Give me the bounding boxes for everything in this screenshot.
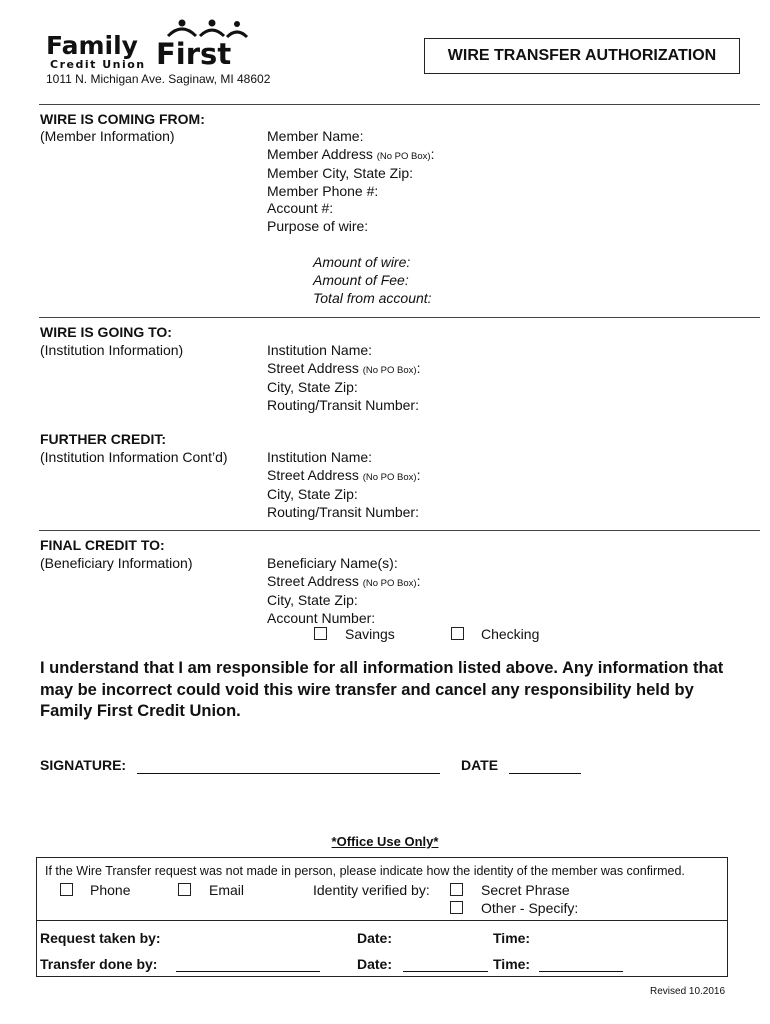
street-address-label: Street Address xyxy=(267,572,359,589)
credit-union-address: 1011 N. Michigan Ave. Saginaw, MI 48602 xyxy=(46,72,271,86)
amounts-block xyxy=(313,253,432,307)
institution-name-field[interactable]: Institution Name: xyxy=(267,449,373,465)
email-label: Email xyxy=(209,882,245,898)
no-po-box-note: (No PO Box) xyxy=(362,364,417,376)
divider xyxy=(39,530,760,531)
request-date-label: Date: xyxy=(357,930,393,946)
member-address-label: Member Address xyxy=(267,145,373,162)
member-name-field[interactable]: Member Name: xyxy=(267,128,364,144)
identity-verified-label: Identity verified by: xyxy=(313,882,430,898)
email-checkbox[interactable] xyxy=(178,883,191,896)
office-use-title: *Office Use Only* xyxy=(331,834,439,849)
transfer-time-line[interactable] xyxy=(539,971,623,972)
phone-checkbox[interactable] xyxy=(60,883,73,896)
member-address-field[interactable]: Member Address (No PO Box): xyxy=(267,145,435,162)
no-po-box-note: (No PO Box) xyxy=(362,577,417,589)
phone-label: Phone xyxy=(90,882,131,898)
section-title-going-to: WIRE IS GOING TO: xyxy=(40,324,172,340)
divider xyxy=(39,104,760,105)
family-first-logo xyxy=(44,18,259,74)
amount-of-fee-field[interactable]: Amount of Fee: xyxy=(313,272,409,288)
street-address-label: Street Address xyxy=(267,359,359,376)
secret-phrase-label: Secret Phrase xyxy=(481,882,570,898)
form-title: WIRE TRANSFER AUTHORIZATION xyxy=(424,38,740,74)
checking-label: Checking xyxy=(481,626,540,642)
signature-line[interactable] xyxy=(137,773,440,774)
account-number-field[interactable]: Account #: xyxy=(267,200,334,216)
responsibility-statement: I understand that I am responsible for all information listed above. Any information that may be incorrect could void this wire transfer and cancel any responsibility held by Family First Credit Union. xyxy=(40,659,724,720)
routing-number-field[interactable]: Routing/Transit Number: xyxy=(267,396,419,413)
section-title-coming-from: WIRE IS COMING FROM: xyxy=(40,111,205,127)
city-state-zip-field[interactable]: City, State Zip: xyxy=(267,379,358,395)
divider xyxy=(39,317,760,318)
coming-from-fields xyxy=(267,128,434,235)
street-address-field[interactable]: Street Address (No PO Box): xyxy=(267,572,421,589)
amount-of-wire-field[interactable]: Amount of wire: xyxy=(313,254,411,270)
section-subtitle-further-credit: (Institution Information Cont’d) xyxy=(40,449,228,465)
section-subtitle-final-credit: (Beneficiary Information) xyxy=(40,555,193,571)
transfer-time-label: Time: xyxy=(493,956,531,972)
beneficiary-name-field[interactable]: Beneficiary Name(s): xyxy=(267,555,398,571)
office-divider xyxy=(36,920,728,921)
request-taken-label: Request taken by: xyxy=(40,930,161,946)
other-specify-label: Other - Specify: xyxy=(481,900,579,916)
city-state-zip-field[interactable]: City, State Zip: xyxy=(267,486,358,502)
institution-name-field[interactable]: Institution Name: xyxy=(267,342,373,358)
section-title-final-credit: FINAL CREDIT TO: xyxy=(40,537,165,553)
date-label: DATE xyxy=(461,757,499,773)
signature-label: SIGNATURE: xyxy=(40,757,127,773)
transfer-done-line[interactable] xyxy=(176,971,320,972)
office-use-note: If the Wire Transfer request was not made in person, please indicate how the identity of the member was confirmed. xyxy=(45,864,685,878)
no-po-box-note: (No PO Box) xyxy=(376,150,431,162)
savings-label: Savings xyxy=(345,626,395,642)
member-city-field[interactable]: Member City, State Zip: xyxy=(267,165,414,181)
svg-text:Family: Family xyxy=(46,31,138,60)
street-address-field[interactable]: Street Address (No PO Box): xyxy=(267,359,421,376)
section-subtitle-coming-from: (Member Information) xyxy=(40,128,175,144)
transfer-done-label: Transfer done by: xyxy=(40,956,158,972)
transfer-date-line[interactable] xyxy=(403,971,488,972)
going-to-fields xyxy=(267,342,420,414)
total-from-account-field[interactable]: Total from account: xyxy=(313,290,432,306)
transfer-date-label: Date: xyxy=(357,956,393,972)
purpose-of-wire-field[interactable]: Purpose of wire: xyxy=(267,217,369,234)
street-address-field[interactable]: Street Address (No PO Box): xyxy=(267,466,421,483)
account-number-field[interactable]: Account Number: xyxy=(267,609,376,626)
further-credit-fields xyxy=(267,449,420,521)
routing-number-field[interactable]: Routing/Transit Number: xyxy=(267,503,419,520)
city-state-zip-field[interactable]: City, State Zip: xyxy=(267,592,358,608)
other-checkbox[interactable] xyxy=(450,901,463,914)
member-phone-field[interactable]: Member Phone #: xyxy=(267,182,379,199)
svg-text:Credit Union: Credit Union xyxy=(50,58,146,71)
checking-checkbox[interactable] xyxy=(451,627,464,640)
section-title-further-credit: FURTHER CREDIT: xyxy=(40,431,166,447)
revision-date: Revised 10.2016 xyxy=(650,986,726,997)
section-subtitle-going-to: (Institution Information) xyxy=(40,342,184,358)
request-time-label: Time: xyxy=(493,930,531,946)
final-credit-fields xyxy=(267,555,420,627)
no-po-box-note: (No PO Box) xyxy=(362,471,417,483)
secret-phrase-checkbox[interactable] xyxy=(450,883,463,896)
street-address-label: Street Address xyxy=(267,466,359,483)
svg-text:First: First xyxy=(156,37,232,71)
savings-checkbox[interactable] xyxy=(314,627,327,640)
date-line[interactable] xyxy=(509,773,581,774)
